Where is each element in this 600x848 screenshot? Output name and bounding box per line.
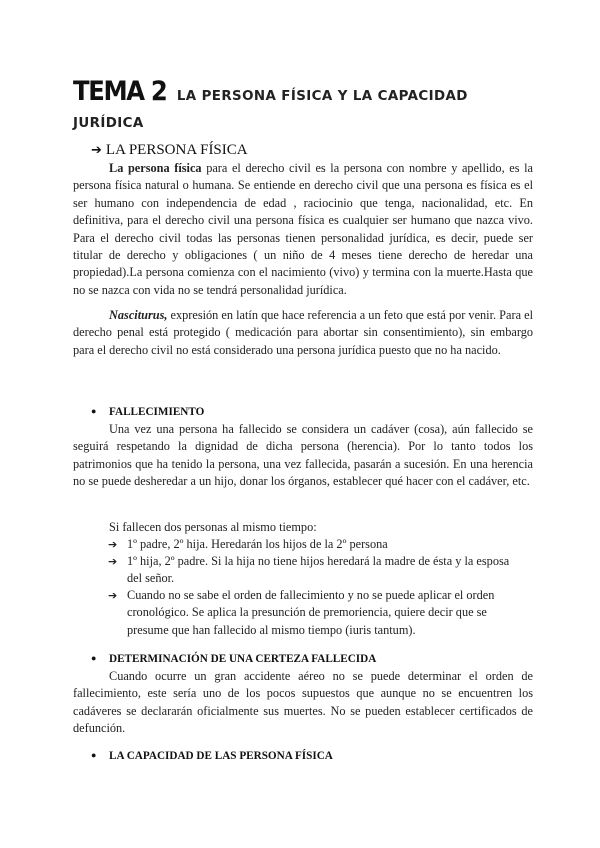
paragraph-persona-fisica — [73, 160, 533, 299]
heading-fallecimiento: ● FALLECIMIENTO — [91, 406, 205, 418]
title-subtitle-line2: JURÍDICA — [73, 116, 144, 131]
arrow-right-icon: ➔ — [91, 143, 102, 158]
tema-label: TEMA 2 — [73, 76, 167, 107]
list-item: ➔ 1º hija, 2º padre. Si la hija no tiene hijos heredará la madre de ésta y la esposa del señor. — [108, 554, 510, 586]
bullet-icon: ● — [91, 750, 97, 760]
heading-capacidad: ● LA CAPACIDAD DE LAS PERSONA FÍSICA — [91, 750, 333, 762]
bullet-icon: ● — [91, 406, 97, 416]
section-heading-text: LA PERSONA FÍSICA — [105, 142, 248, 158]
title-subtitle: LA PERSONA FÍSICA Y LA CAPACIDAD — [176, 89, 468, 104]
bold-italic-lead: Nasciturus, — [109, 308, 168, 322]
page-title — [73, 76, 543, 107]
bullet-icon: ● — [91, 653, 97, 663]
bold-lead: La persona física — [109, 161, 202, 175]
list-item: ➔ Cuando no se sabe el orden de fallecimiento y no se puede aplicar el orden cronológico. Se aplica la presunción de premoriencia, quiere decir que se presume que han fallecido al mismo tiempo (iuris tantum). — [108, 588, 495, 637]
arrow-right-icon: ➔ — [108, 538, 118, 551]
paragraph-fallecimiento: Una vez una persona ha fallecido se considera un cadáver (cosa), aún fallecido se seguirá respetando la dignidad de dicha persona (herencia). Por lo tanto todos los patrimonios que ha tenido la persona, una vez fallecida, pasarán a sucesión. En una herencia no se puede desheredar a un hijo, donar los órganos, establecer qué hacer con el cadáver, etc. — [73, 422, 533, 489]
heading-determinacion: ● DETERMINACIÓN DE UNA CERTEZA FALLECIDA — [91, 653, 377, 665]
section-heading-persona-fisica — [91, 142, 248, 159]
arrow-right-icon: ➔ — [108, 589, 118, 602]
arrow-right-icon: ➔ — [108, 555, 118, 568]
paragraph-nasciturus — [73, 307, 533, 359]
paragraph-determinacion: Cuando ocurre un gran accidente aéreo no se puede determinar el orden de fallecimiento, este sería uno de los pocos supuestos que aunque no se encuentren los cadáveres se declararán oficialmente sus muertes. No se pueden establecer certificados de defunción. — [73, 669, 533, 736]
fallecimiento-intro: Si fallecen dos personas al mismo tiempo: — [109, 520, 317, 534]
paragraph-text: para el derecho civil es la persona con nombre y apellido, es la persona física natural o humana. Se entiende en derecho civil que una persona es física es el ser humano con independencia de edad , raciocinio que tenga, nacionalidad, etc. En definitiva, para el derecho civil una persona física es cualquier ser humano que nazca vivo. Para el derecho civil todas las personas tienen personalidad jurídica, es decir, puede ser titular de derecho y obligaciones ( un niño de 4 meses tiene derecho de heredar una propiedad).La persona comienza con el nacimiento (vivo) y termina con la muerte.Hasta que no se nazca con vida no se tendrá personalidad jurídica. — [73, 161, 533, 297]
list-item: ➔ 1º padre, 2º hija. Heredarán los hijos de la 2º persona — [127, 536, 517, 553]
paragraph-text: expresión en latín que hace referencia a un feto que está por venir. Para el derecho penal está protegido ( medicación para abortar sin consentimiento), sin embargo para el derecho civil no está considerado una persona jurídica puesto que no ha nacido. — [73, 308, 533, 357]
